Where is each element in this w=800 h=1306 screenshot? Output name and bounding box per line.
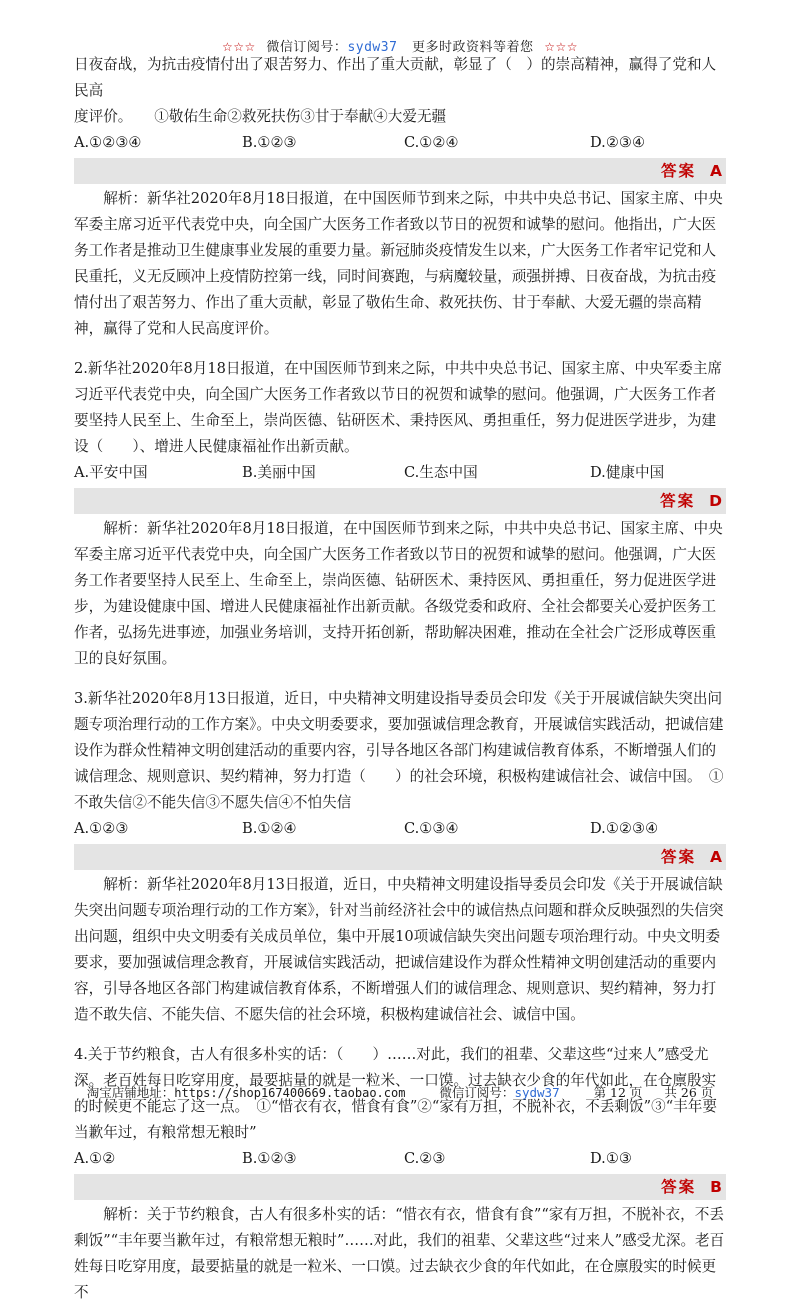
footer-page-total: 共 26 页 <box>664 1085 714 1100</box>
q3-question: 3.新华社2020年8月13日报道，近日，中央精神文明建设指导委员会印发《关于开展诚信缺失突出问题专项治理行动的工作方案》。中央文明委要求，要加强诚信理念教育，开展诚信实践活动，把诚信建设作为群众性精神文明创建活动的重要内容，引导各地区各部门构建诚信教育体系，不断增强人们的诚信理念、规则意识、契约精神，努力打造（ ）的社会环境，积极构建诚信社会、诚信中国。 ①不敢失信②不能失信③不愿失信④不怕失信 <box>74 690 724 811</box>
q1-option-c: C.①②④ <box>404 134 459 151</box>
q4-answer-label: 答案 <box>661 1178 697 1196</box>
q1-question-line1: 日夜奋战，为抗击疫情付出了艰苦努力、作出了重大贡献，彰显了（ ）的崇高精神，赢得了党和人民高 <box>74 56 717 99</box>
q1-answer-value: A <box>710 162 722 180</box>
q2-option-d: D.健康中国 <box>590 464 665 481</box>
header-label: 微信订阅号： <box>266 40 348 55</box>
q2-answer-value: D <box>709 492 722 510</box>
stars-left: ☆☆☆ <box>222 40 256 54</box>
q1-option-a: A.①②③④ <box>74 134 142 151</box>
q1-options <box>74 130 726 156</box>
q3-answer-bar <box>74 844 726 870</box>
q1-question-line2: 度评价。 ①敬佑生命②救死扶伤③甘于奉献④大爱无疆 <box>74 108 447 125</box>
page-footer <box>0 1083 800 1101</box>
q4-option-a: A.①② <box>74 1150 116 1167</box>
q3-option-d: D.①②③④ <box>590 820 659 837</box>
q1-answer-bar <box>74 158 726 184</box>
q4-question: 4.关于节约粮食，古人有很多朴实的话：（ ）……对此，我们的祖辈、父辈这些“过来人”感受尤深。老百姓每日吃穿用度，最要掂量的就是一粒米、一口馍。过去缺衣少食的年代如此，在仓廪殷实的时候更不能忘了这一点。 ①“惜衣有衣，惜食有食”②“家有万担，不脱补衣，不丢剩饭”③“丰年要当歉年过，有粮常想无粮时” <box>74 1046 717 1141</box>
footer-wechat-account: sydw37 <box>514 1085 560 1100</box>
q2-analysis: 解析：新华社2020年8月18日报道，在中国医师节到来之际，中共中央总书记、国家主席、中央军委主席习近平代表党中央，向全国广大医务工作者致以节日的祝贺和诚挚的慰问。他强调，广大医务工作者要坚持人民至上、生命至上，崇尚医德、钻研医术、秉持医风、勇担重任，努力促进医学进步，为建设健康中国、增进人民健康福祉作出新贡献。各级党委和政府、全社会都要关心爱护医务工作者，弘扬先进事迹，加强业务培训，支持开拓创新，帮助解决困难，推动在全社会广泛形成尊医重卫的良好氛围。 <box>74 520 723 667</box>
q4-analysis: 解析：关于节约粮食，古人有很多朴实的话：“惜衣有衣，惜食有食”“家有万担，不脱补衣，不丢剩饭”“丰年要当歉年过，有粮常想无粮时”……对此，我们的祖辈、父辈这些“过来人”感受尤深。老百姓每日吃穿用度，最要掂量的就是一粒米、一口馍。过去缺衣少食的年代如此，在仓廪殷实的时候更不 <box>74 1206 725 1301</box>
q4-options <box>74 1146 726 1172</box>
q2-options <box>74 460 726 486</box>
q3-answer-label: 答案 <box>660 848 696 866</box>
q4-option-c: C.②③ <box>404 1150 446 1167</box>
q2-option-a: A.平安中国 <box>74 464 148 481</box>
q2-answer-label: 答案 <box>660 492 696 510</box>
footer-wechat-label: 微信订阅号： <box>439 1085 515 1100</box>
header-slogan: 更多时政资料等着您 <box>412 40 534 55</box>
q2-option-b: B.美丽中国 <box>242 464 316 481</box>
q3-analysis: 解析：新华社2020年8月13日报道，近日，中央精神文明建设指导委员会印发《关于开展诚信缺失突出问题专项治理行动的工作方案》，针对当前经济社会中的诚信热点问题和群众反映强烈的失信突出问题，组织中央文明委有关成员单位，集中开展10项诚信缺失突出问题专项治理行动。中央文明委要求，要加强诚信理念教育，开展诚信实践活动，把诚信建设作为群众性精神文明创建活动的重要内容，引导各地区各部门构建诚信教育体系，不断增强人们的诚信理念、规则意识、契约精神，努力打造不敢失信、不能失信、不愿失信的社会环境，积极构建诚信社会、诚信中国。 <box>74 876 724 1023</box>
header-account: sydw37 <box>347 40 398 55</box>
q4-option-d: D.①③ <box>590 1150 632 1167</box>
q3-option-b: B.①②④ <box>242 820 297 837</box>
q4-option-b: B.①②③ <box>242 1150 297 1167</box>
q2-answer-bar <box>74 488 726 514</box>
footer-shop-url[interactable]: https://shop167400669.taobao.com <box>174 1086 406 1100</box>
q1-answer-label: 答案 <box>660 162 696 180</box>
q2-option-c: C.生态中国 <box>404 464 478 481</box>
q2-question: 2.新华社2020年8月18日报道，在中国医师节到来之际，中共中央总书记、国家主席、中央军委主席习近平代表党中央，向全国广大医务工作者致以节日的祝贺和诚挚的慰问。他强调，广大医务工作者要坚持人民至上、生命至上，崇尚医德、钻研医术、秉持医风、勇担重任，努力促进医学进步，为建设（ ）、增进人民健康福祉作出新贡献。 <box>74 360 723 455</box>
q1-option-d: D.②③④ <box>590 134 646 151</box>
q3-option-a: A.①②③ <box>74 820 129 837</box>
q3-option-c: C.①③④ <box>404 820 459 837</box>
q1-analysis: 解析：新华社2020年8月18日报道，在中国医师节到来之际，中共中央总书记、国家主席、中央军委主席习近平代表党中央，向全国广大医务工作者致以节日的祝贺和诚挚的慰问。他指出，广大医务工作者是推动卫生健康事业发展的重要力量。新冠肺炎疫情发生以来，广大医务工作者牢记党和人民重托，义无反顾冲上疫情防控第一线，同时间赛跑，与病魔较量，顽强拼搏、日夜奋战，为抗击疫情付出了艰苦努力、作出了重大贡献，彰显了敬佑生命、救死扶伤、甘于奉献、大爱无疆的崇高精神，赢得了党和人民高度评价。 <box>74 190 723 337</box>
document-body <box>74 52 726 1306</box>
q4-answer-bar <box>74 1174 726 1200</box>
footer-page-number: 第 12 页 <box>593 1085 643 1100</box>
stars-right: ☆☆☆ <box>544 40 578 54</box>
footer-shop-label: 淘宝店铺地址： <box>86 1085 175 1100</box>
q1-option-b: B.①②③ <box>242 134 297 151</box>
q4-answer-value: B <box>710 1178 722 1196</box>
q3-answer-value: A <box>710 848 722 866</box>
q3-options <box>74 816 726 842</box>
